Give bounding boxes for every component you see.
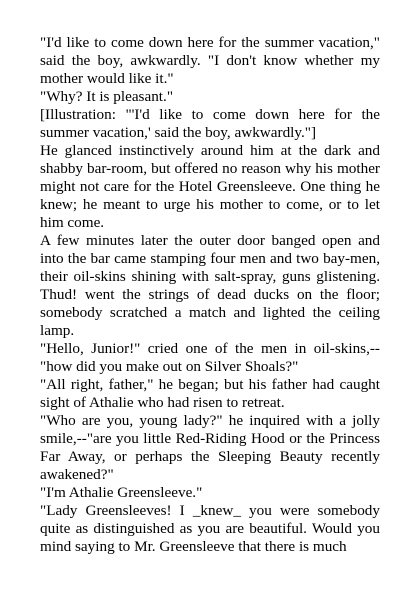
paragraph-hello-junior: "Hello, Junior!" cried one of the men in oil-skins,--"how did you make out on Silver Shoals?"	[40, 340, 380, 375]
illustration-caption: [Illustration: "'I'd like to come down here for the summer vacation,' said the boy, awkwardly."]	[40, 106, 380, 141]
paragraph-why-pleasant: "Why? It is pleasant."	[40, 88, 174, 105]
paragraph-men-arrive: A few minutes later the outer door banged open and into the bar came stamping four men and two bay-men, their oil-skins shining with salt-spray, guns glistening. Thud! went the strings of dead ducks on the floor; somebody scratched a match and lighted the ceiling lamp.	[40, 232, 380, 339]
paragraph-lady-greensleeves: "Lady Greensleeves! I _knew_ you were somebody quite as distinguished as you are beautiful. Would you mind saying to Mr. Greensleeve that there is much	[40, 502, 380, 555]
paragraph-all-right-father: "All right, father," he began; but his father had caught sight of Athalie who had risen to retreat.	[40, 376, 380, 411]
paragraph-bar-room: He glanced instinctively around him at the dark and shabby bar-room, but offered no reason why his mother might not care for the Hotel Greensleeve. One thing he knew; he meant to urge his mother to come, or to let him come.	[40, 142, 380, 231]
paragraph-athalie-name: "I'm Athalie Greensleeve."	[40, 484, 203, 501]
paragraph-vacation: "I'd like to come down here for the summer vacation," said the boy, awkwardly. "I don't know whether my mother would like it."	[40, 34, 380, 87]
book-page	[40, 34, 380, 556]
paragraph-who-are-you: "Who are you, young lady?" he inquired with a jolly smile,--"are you little Red-Riding Hood or the Princess Far Away, or perhaps the Sleeping Beauty recently awakened?"	[40, 412, 380, 483]
